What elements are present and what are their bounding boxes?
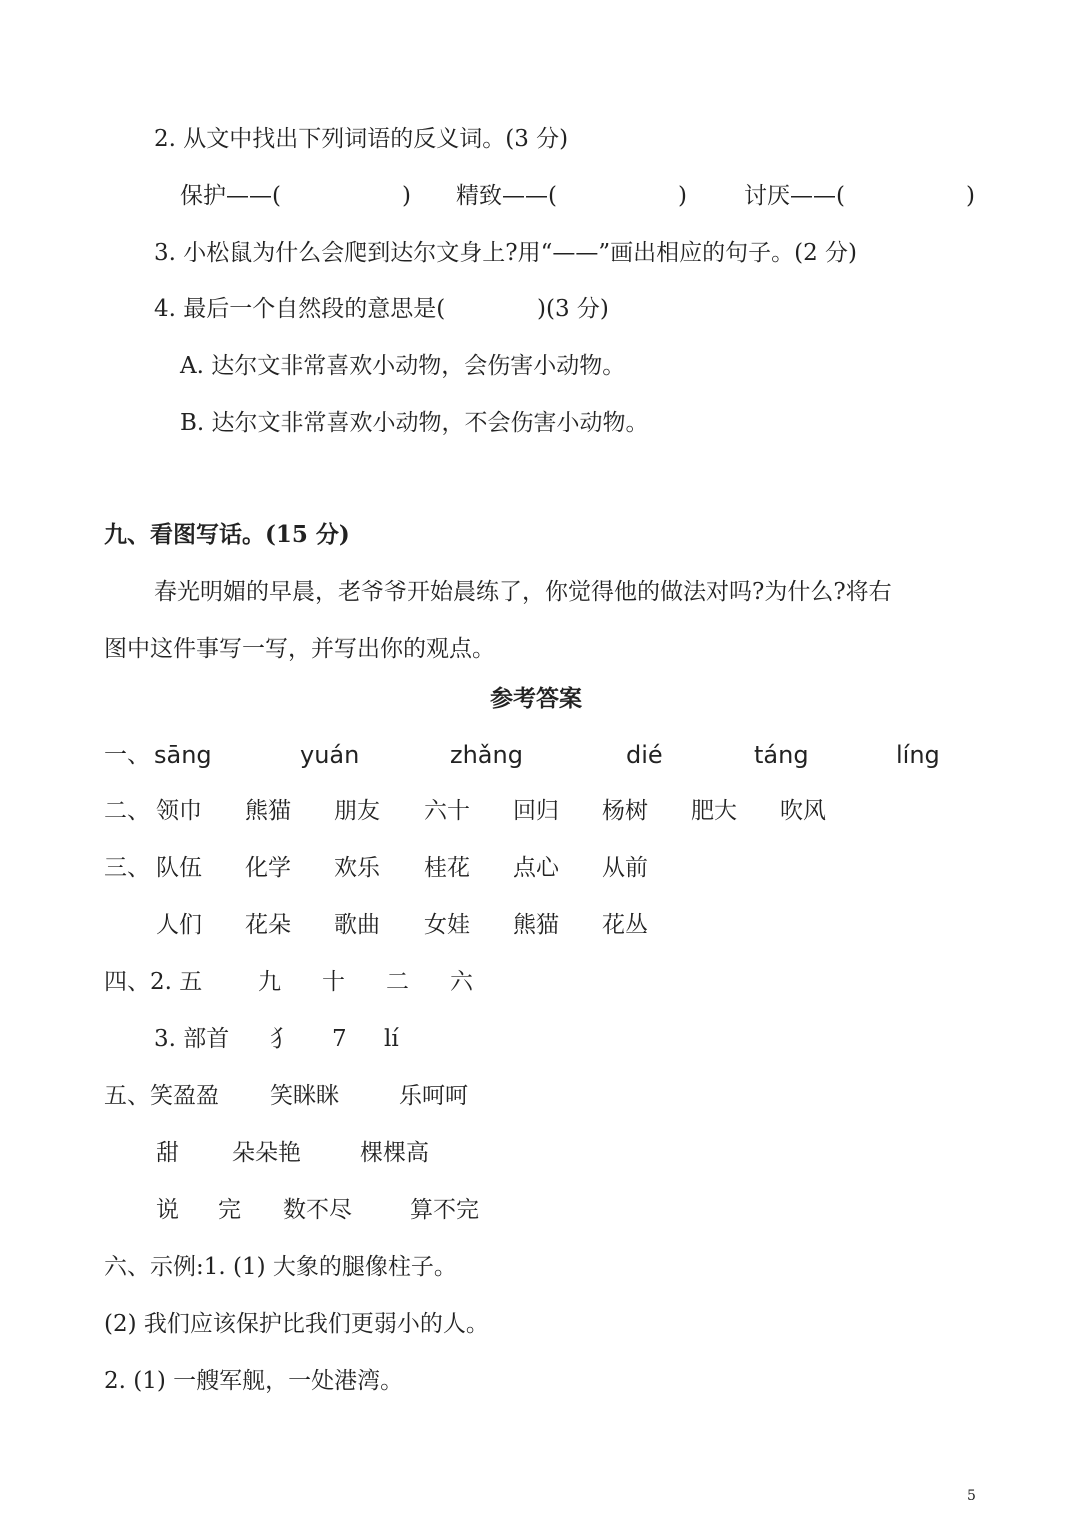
- answer-word: 杨树: [602, 798, 648, 824]
- answer-row-6: 六、示例:1. (1) 大象的腿像柱子。: [104, 1254, 457, 1280]
- answer-word: 歌曲: [334, 912, 380, 938]
- antonym-row: [180, 181, 1000, 211]
- antonym-2-close: ): [678, 183, 687, 209]
- question-4-suffix: )(3 分): [537, 296, 609, 322]
- answer-word: 熊猫: [513, 912, 559, 938]
- answer-row-4b: [154, 1024, 554, 1054]
- answer-word: 化学: [245, 855, 291, 881]
- answer-word: 棵棵高: [360, 1140, 429, 1166]
- option-a: A. 达尔文非常喜欢小动物，会伤害小动物。: [180, 353, 626, 379]
- question-3: 3. 小松鼠为什么会爬到达尔文身上?用“——”画出相应的句子。(2 分): [154, 240, 857, 266]
- answer-word: 人们: [156, 912, 202, 938]
- answer-row-2: [104, 796, 1004, 826]
- pinyin-item: líng: [896, 741, 940, 769]
- answer-word: 桂花: [424, 855, 470, 881]
- answer-word: 甜: [156, 1140, 179, 1166]
- antonym-1: 保护——(: [180, 183, 281, 209]
- answer-word: 六十: [424, 798, 470, 824]
- answer-word: 欢乐: [334, 855, 380, 881]
- answer-word: 花朵: [245, 912, 291, 938]
- page-number: 5: [967, 1488, 976, 1504]
- answer-word: 乐呵呵: [399, 1083, 468, 1109]
- antonym-2: 精致——(: [456, 183, 557, 209]
- answer-word: 领巾: [156, 798, 202, 824]
- answer-word: 二: [386, 969, 409, 995]
- answer-row-1: [104, 740, 1004, 770]
- answer-word: 7: [332, 1026, 347, 1052]
- answer-word: 朋友: [334, 798, 380, 824]
- question-4: [154, 294, 654, 324]
- answer-row-4-label: 四、2. 五: [104, 969, 203, 995]
- answer-word: 花丛: [602, 912, 648, 938]
- answer-word: 女娃: [424, 912, 470, 938]
- answer-word: 算不完: [410, 1197, 479, 1223]
- antonym-3: 讨厌——(: [744, 183, 845, 209]
- answer-word: 吹风: [780, 798, 826, 824]
- answer-word: lí: [384, 1026, 399, 1052]
- answer-word: 肥大: [691, 798, 737, 824]
- antonym-3-close: ): [966, 183, 975, 209]
- answer-word: 犭: [270, 1026, 293, 1052]
- answer-row-4b-label: 3. 部首: [154, 1026, 230, 1052]
- answer-word: 从前: [602, 855, 648, 881]
- answer-word: 九: [258, 969, 281, 995]
- question-4-prefix: 4. 最后一个自然段的意思是(: [154, 296, 446, 322]
- answer-row-2-label: 二、: [104, 798, 150, 824]
- answer-word: 完: [218, 1197, 241, 1223]
- option-b: B. 达尔文非常喜欢小动物，不会伤害小动物。: [180, 410, 649, 436]
- answer-row-6c: 2. (1) 一艘军舰，一处港湾。: [104, 1368, 404, 1394]
- section-9-title: 九、看图写话。(15 分): [104, 521, 350, 548]
- answer-word: 说: [156, 1197, 179, 1223]
- pinyin-item: yuán: [300, 741, 360, 769]
- answer-row-6b: (2) 我们应该保护比我们更弱小的人。: [104, 1311, 489, 1337]
- answer-row-5-label: 五、笑盈盈: [104, 1083, 219, 1109]
- answer-word: 六: [450, 969, 473, 995]
- answer-row-5b: [156, 1138, 556, 1168]
- answer-word: 数不尽: [283, 1197, 352, 1223]
- answer-row-5c: [156, 1195, 556, 1225]
- answer-word: 回归: [513, 798, 559, 824]
- answer-word: 队伍: [156, 855, 202, 881]
- answer-word: 朵朵艳: [232, 1140, 301, 1166]
- pinyin-item: táng: [754, 741, 809, 769]
- answer-row-1-label: 一、: [104, 742, 150, 768]
- pinyin-item: dié: [626, 741, 663, 769]
- answer-row-3b: [156, 910, 856, 940]
- section-9-line-2: 图中这件事写一写，并写出你的观点。: [104, 636, 495, 662]
- answer-word: 笑眯眯: [270, 1083, 339, 1109]
- pinyin-item: zhǎng: [450, 741, 523, 769]
- pinyin-item: sāng: [154, 741, 212, 769]
- section-9-line-1: 春光明媚的早晨，老爷爷开始晨练了，你觉得他的做法对吗?为什么?将右: [154, 579, 892, 605]
- answer-row-3: [104, 853, 1004, 883]
- question-2: 2. 从文中找出下列词语的反义词。(3 分): [154, 126, 569, 152]
- answer-row-4: [104, 967, 604, 997]
- answer-row-3-label: 三、: [104, 855, 150, 881]
- answer-word: 点心: [513, 855, 559, 881]
- answer-word: 十: [322, 969, 345, 995]
- answer-row-5: [104, 1081, 604, 1111]
- answer-word: 熊猫: [245, 798, 291, 824]
- answers-title: 参考答案: [490, 685, 582, 712]
- antonym-1-close: ): [402, 183, 411, 209]
